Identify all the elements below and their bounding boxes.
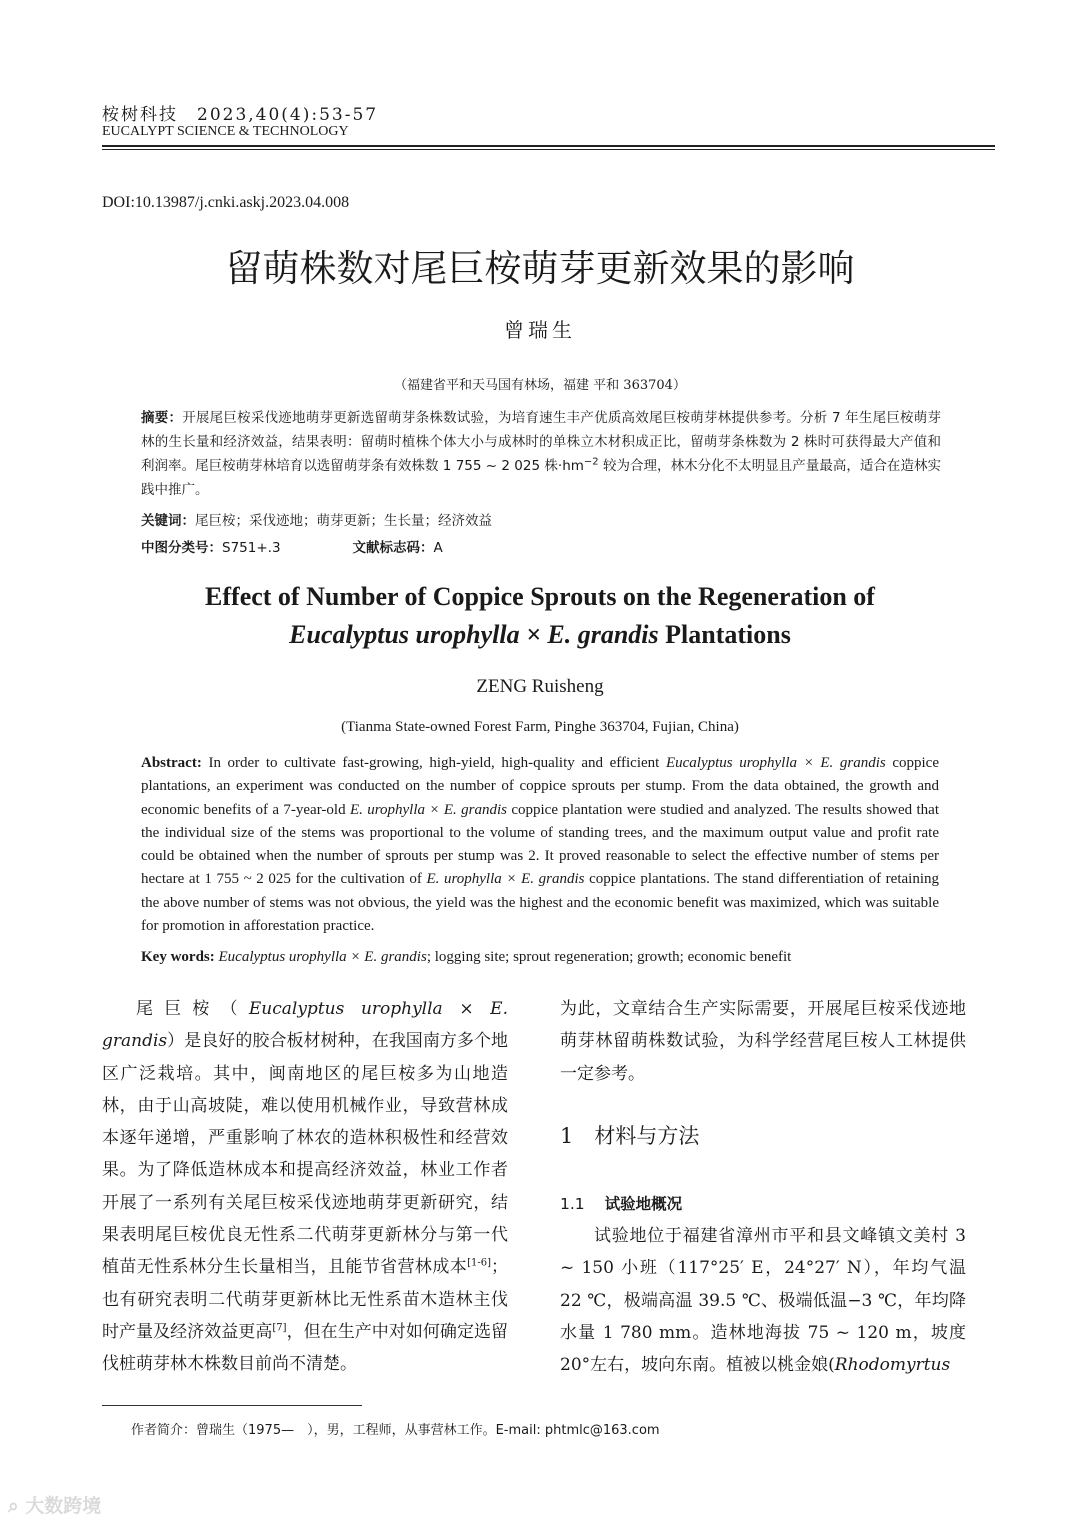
keywords-en: [141, 949, 791, 966]
abstract-cn-label: 摘要：: [141, 410, 183, 426]
title-en-species: Eucalyptus urophylla × E. grandis: [289, 620, 659, 649]
body-paragraph: [560, 1220, 966, 1381]
header-rule-thick: [102, 145, 995, 147]
keywords-cn: [141, 509, 492, 529]
doc-code-value: A: [433, 540, 443, 556]
abstract-en-p2: coppice plantations, an experiment was conducted on the number of coppice sprouts per stump. From the data obtained, the growth and economic benefits of a 7-year-old: [141, 755, 939, 818]
page-title-en: [0, 578, 1080, 654]
page-title-cn: 留萌株数对尾巨桉萌芽更新效果的影响: [225, 247, 855, 290]
doi: DOI:10.13987/j.cnki.askj.2023.04.008: [102, 194, 350, 211]
abstract-cn-text: 开展尾巨桉采伐迹地萌芽更新选留萌芽条株数试验，为培育速生丰产优质高效尾巨桉萌芽林提供参考。分析 7 年生尾巨桉萌芽林的生长量和经济效益，结果表明：留萌时植株个体大小与成林时的单株立木材积成正比，留萌芽条株数为 2 株时可获得最大产值和利润率。尾巨桉萌芽林培育以选留萌芽条有效株数 1 755 ~ 2 025 株·hm: [141, 410, 942, 474]
author-cn: 曾瑞生: [504, 318, 576, 342]
body-left-c: ；也有研究表明二代萌芽更新林比无性系苗木造林主伐时产量及经济效益更高: [102, 1257, 508, 1342]
keywords-en-italic: Eucalyptus urophylla × E. grandis: [214, 949, 427, 965]
journal-title-en: EUCALYPT SCIENCE & TECHNOLOGY: [102, 124, 349, 139]
abstract-en-p3: coppice plantation were studied and analyzed. The results showed that the individual size of the stems was proportional to the volume of standing trees, and the maximum output value and profit rate could be obtained when the number of sprouts per stump was 2. It proved reasonable to select the effective number of stems per hectare at 1 755 ~ 2 025 for the cultivation of: [141, 801, 939, 888]
abstract-en-label: Abstract:: [141, 755, 202, 771]
subsection-number: 1.1: [560, 1195, 585, 1213]
citation-ref: [7]: [272, 1322, 287, 1334]
header-rule-thin: [102, 149, 995, 150]
abstract-en-p1: In order to cultivate fast-growing, high-yield, high-quality and efficient: [201, 755, 666, 771]
abstract-cn: [141, 406, 941, 502]
abstract-en-i2: E. urophylla × E. grandis: [349, 801, 507, 818]
body-paragraph: [102, 993, 508, 1381]
body-left-b: ）是良好的胶合板材树种，在我国南方多个地区广泛栽培。其中，闽南地区的尾巨桉多为山地造林，由于山高坡陡，难以使用机械作业，导致营林成本逐年递增，严重影响了林农的造林积极性和经营效果。为了降低造林成本和提高经济效益，林业工作者开展了一系列有关尾巨桉采伐迹地萌芽更新研究，结果表明尾巨桉优良无性系二代萌芽更新林分与第一代植苗无性系林分生长量相当，且能节省营林成本: [102, 1031, 508, 1278]
footnote-rule: [102, 1405, 362, 1406]
abstract-cn-tail: 较为合理，林木分化不太明显且产量最高，适合在造林实践中推广。: [141, 458, 941, 498]
keywords-en-rest: ; logging site; sprout regeneration; growth; economic benefit: [426, 949, 792, 965]
watermark-text: 大数跨境: [25, 1495, 102, 1517]
keywords-cn-label: 关键词：: [141, 513, 195, 529]
body-left-column: [102, 993, 508, 1381]
doc-code-label: 文献标志码：: [352, 540, 434, 556]
abstract-en-p4: coppice plantations. The stand differentiation of retaining the above number of stems was not obvious, the yield was the highest and the economic benefit was maximized, which was suitable for promotion in afforestation practice.: [141, 871, 939, 935]
clc-value: S751+.3: [222, 540, 281, 556]
classification-cn: [141, 536, 443, 556]
author-footnote: 作者简介：曾瑞生（1975— ），男，工程师，从事营林工作。E-mail: phtmlc@163.com: [131, 1423, 660, 1438]
journal-title-cn: 桉树科技 2023,40(4):53-57: [102, 105, 379, 125]
body-left-species: Eucalyptus urophylla × E. grandis: [102, 999, 508, 1052]
watermark: [8, 1491, 101, 1518]
affiliation-cn: （福建省平和天马国有林场，福建 平和 363704）: [394, 378, 686, 393]
title-en-rest: Plantations: [658, 620, 791, 649]
body-left-d: ，但在生产中对如何确定选留伐桩萌芽林木株数目前尚不清楚。: [102, 1321, 509, 1375]
author-en: ZENG Ruisheng: [476, 676, 604, 697]
body-left-a: 尾巨桉（: [136, 999, 249, 1019]
abstract-en-i1: Eucalyptus urophylla × E. grandis: [665, 755, 886, 771]
watermark-icon: ⌕: [8, 1495, 26, 1517]
subsection-title: 试验地概况: [604, 1195, 683, 1213]
subsection-heading-1-1: [560, 1192, 682, 1214]
section-title: 材料与方法: [594, 1124, 700, 1148]
abstract-en-i3: E. urophylla × E. grandis: [426, 871, 585, 888]
body-right-a: 试验地位于福建省漳州市平和县文峰镇文美村 3 ~ 150 小班（117°25′ E，24°27′ N），年均气温 22 ℃，极端高温 39.5 ℃、极端低温−3 ℃，年均降水量 1 780 mm。造林地海拔 75 ~ 120 m，坡度20°左右，坡向东南。植被以桃金娘(: [560, 1226, 966, 1376]
body-right-species: Rhodomyrtus: [834, 1355, 951, 1376]
section-number: 1: [560, 1124, 574, 1148]
keywords-cn-text: 尾巨桉；采伐迹地；萌芽更新；生长量；经济效益: [195, 513, 492, 529]
keywords-en-label: Key words:: [141, 949, 215, 965]
title-en-line1: Effect of Number of Coppice Sprouts on the Regeneration of: [205, 582, 875, 611]
citation-ref: [1-6]: [467, 1257, 491, 1269]
abstract-en: [141, 752, 939, 938]
body-right-column: [560, 1220, 966, 1381]
affiliation-en: (Tianma State-owned Forest Farm, Pinghe 363704, Fujian, China): [341, 719, 739, 735]
body-right-intro: 为此，文章结合生产实际需要，开展尾巨桉采伐迹地萌芽林留萌株数试验，为科学经营尾巨桉人工林提供一定参考。: [560, 999, 966, 1084]
section-heading-1: [560, 1120, 699, 1150]
clc-label: 中图分类号：: [141, 540, 222, 556]
abstract-cn-sup: −2: [583, 456, 599, 468]
